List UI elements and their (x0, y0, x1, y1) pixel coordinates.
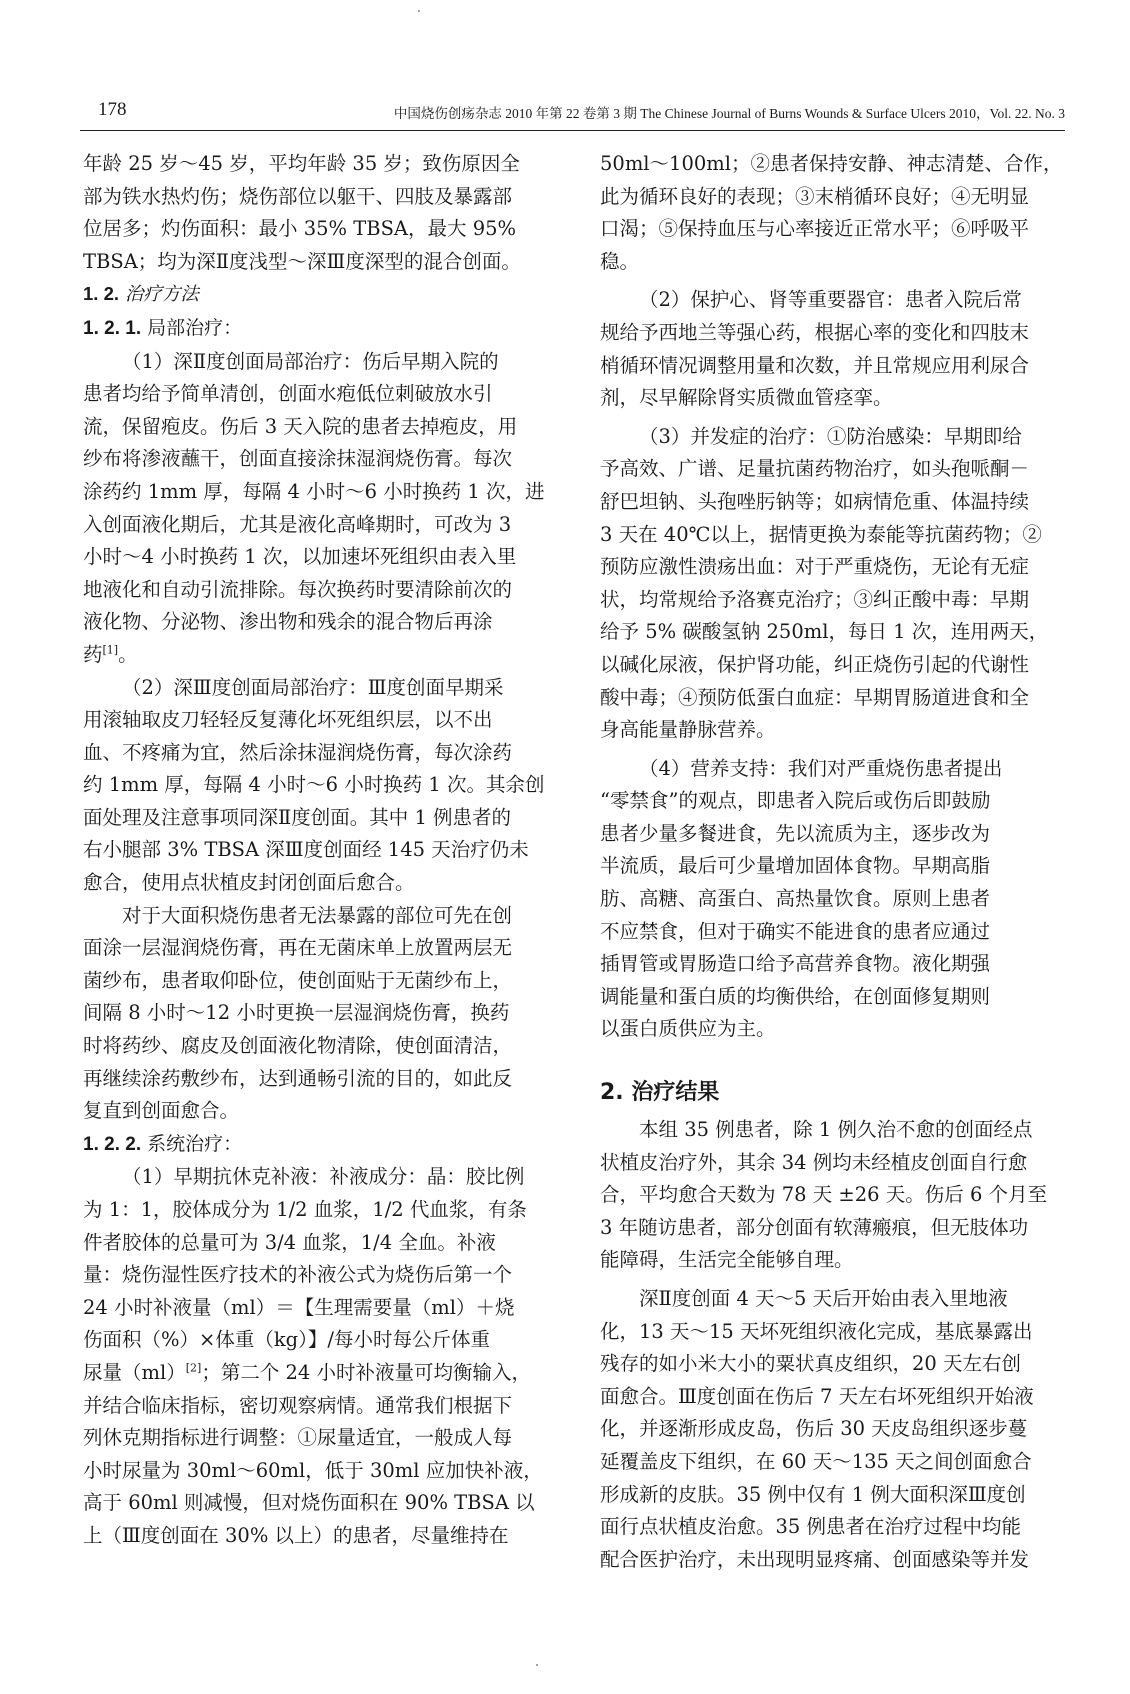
text-line: 此为循环良好的表现；③末梢循环良好；④无明显 (600, 184, 1030, 208)
text-line: 液化物、分泌物、渗出物和残余的混合物后再涂 (83, 610, 493, 634)
text-line: 纱布将渗液蘸干，创面直接涂抹湿润烧伤膏。每次 (83, 447, 513, 471)
text-line: 列休克期指标进行调整：①尿量适宜，一般成人每 (83, 1426, 513, 1450)
text-line: 涂药约 1mm 厚，每隔 4 小时～6 小时换药 1 次，进 (83, 479, 545, 503)
text-line: 50ml～100ml；②患者保持安静、神志清楚、合作， (600, 152, 1063, 175)
text-line: （1）早期抗休克补液：补液成分：晶：胶比例 (122, 1165, 525, 1189)
text-line: 身高能量静脉营养。 (600, 718, 776, 742)
section-number: 1. 2. (83, 283, 119, 305)
text-line: 稳。 (600, 249, 640, 273)
text-line: 本组 35 例患者，除 1 例久治不愈的创面经点 (639, 1118, 1033, 1142)
text-line: （2）深Ⅲ度创面局部治疗：Ⅲ度创面早期采 (122, 675, 504, 699)
paragraph-results-2 (600, 1283, 1072, 1576)
text-line: 血、不疼痛为宜，然后涂抹湿润烧伤膏，每次涂药 (83, 740, 513, 764)
section-heading-1-2-1 (83, 312, 555, 346)
text-line: 予高效、广谱、足量抗菌药物治疗，如头孢哌酮－ (600, 457, 1030, 481)
text-line: 化，并逐渐形成皮岛，伤后 30 天皮岛组织逐步蔓 (600, 1417, 1028, 1441)
text-line: 插胃管或胃肠造口给予高营养食物。液化期强 (600, 952, 991, 976)
text-line: 以蛋白质供应为主。 (600, 1017, 776, 1041)
text-line: 再继续涂药敷纱布，达到通畅引流的目的，如此反 (83, 1066, 513, 1090)
text-line: 用滚轴取皮刀轻轻反复薄化坏死组织层，以不出 (83, 708, 493, 732)
section-heading-1-2 (83, 278, 555, 312)
text-line: 能障碍，生活完全能够自理。 (600, 1248, 854, 1272)
text-line: 规给予西地兰等强心药，根据心率的变化和四肢末 (600, 320, 1030, 344)
scan-speck (418, 10, 420, 12)
page-header (80, 99, 1065, 129)
text-line: 流，保留疱皮。伤后 3 天入院的患者去掉疱皮，用 (83, 414, 518, 438)
text-line: 右小腿部 3% TBSA 深Ⅲ度创面经 145 天治疗仍未 (83, 838, 529, 862)
text-line: 以碱化尿液，保护肾功能，纠正烧伤引起的代谢性 (600, 652, 1030, 676)
text-line: （1）深Ⅱ度创面局部治疗：伤后早期入院的 (122, 349, 499, 373)
text-line: 状，均常规给予洛赛克治疗；③纠正酸中毒：早期 (600, 587, 1030, 611)
text-line: 面行点状植皮治愈。35 例患者在治疗过程中均能 (600, 1515, 1022, 1539)
text-line: 面愈合。Ⅲ度创面在伤后 7 天左右坏死组织开始液 (600, 1384, 1034, 1408)
text-line: 量：烧伤湿性医疗技术的补液公式为烧伤后第一个 (83, 1263, 513, 1287)
text-line: 患者均给予简单清创，创面水疱低位刺破放水引 (83, 382, 493, 406)
text-line: 件者胶体的总量可为 3/4 血浆，1/4 全血。补液 (83, 1230, 496, 1254)
text-line: 延覆盖皮下组织，在 60 天～135 天之间创面愈合 (600, 1449, 1032, 1473)
paragraph-local-treatment-1 (83, 346, 555, 672)
paragraph-systemic-3 (600, 421, 1072, 747)
text-line: 口渴；⑤保持血压与心率接近正常水平；⑥呼吸平 (600, 217, 1030, 241)
paragraph-systemic-4 (600, 753, 1072, 1046)
text-line: 伤面积（%）×体重（kg）】/每小时每公斤体重 (83, 1328, 490, 1352)
text-line: 小时尿量为 30ml～60ml，低于 30ml 应加快补液， (83, 1458, 543, 1482)
paragraph-line-with-ref: 尿量（ml）[2]；第二个 24 小时补液量可均衡输入， (83, 1360, 532, 1384)
paragraph-systemic-2 (600, 284, 1072, 414)
header-rule (80, 130, 1065, 131)
text-line: 给予 5% 碳酸氢钠 250ml，每日 1 次，连用两天， (600, 620, 1049, 644)
section-number: 1. 2. 1. (83, 317, 142, 339)
text-line: 不应禁食，但对于确实不能进食的患者应通过 (600, 919, 991, 943)
text-line: 部为铁水热灼伤；烧伤部位以躯干、四肢及暴露部 (83, 184, 513, 208)
text-line: 间隔 8 小时～12 小时更换一层湿润烧伤膏，换药 (83, 1001, 510, 1025)
running-head: 中国烧伤创疡杂志 2010 年第 22 卷第 3 期 The Chinese Journal of Burns Wounds & Surface Ulcers 2010，Vol. 22. No. 3 (393, 106, 1065, 121)
text-line: 梢循环情况调整用量和次数，并且常规应用利尿合 (600, 353, 1030, 377)
text-line: TBSA；均为深Ⅱ度浅型～深Ⅲ度深型的混合创面。 (83, 249, 521, 273)
text-line: 并结合临床指标，密切观察病情。通常我们根据下 (83, 1393, 513, 1417)
text-line: 24 小时补液量（ml）＝【生理需要量（ml）＋烧 (83, 1295, 515, 1319)
text-line: 3 年随访患者，部分创面有软薄瘢痕，但无肢体功 (600, 1215, 1029, 1239)
section-heading-2: 2. 治疗结果 (600, 1080, 720, 1106)
text-line: 状植皮治疗外，其余 34 例均未经植皮创面自行愈 (600, 1150, 1028, 1174)
text-line: 位居多；灼伤面积：最小 35% TBSA，最大 95% (83, 217, 517, 241)
text-line: 为 1：1，胶体成分为 1/2 血浆，1/2 代血浆，有条 (83, 1198, 527, 1221)
text-line: 形成新的皮肤。35 例中仅有 1 例大面积深Ⅲ度创 (600, 1482, 1026, 1506)
section-heading-1-2-2 (83, 1128, 555, 1162)
text-line: 化，13 天～15 天坏死组织液化完成，基底暴露出 (600, 1319, 1033, 1343)
text-line: （4）营养支持：我们对严重烧伤患者提出 (639, 756, 1003, 780)
text-line: （2）保护心、肾等重要器官：患者入院后常 (639, 288, 1022, 312)
text-line: 预防应激性溃疡出血：对于严重烧伤，无论有无症 (600, 555, 1030, 579)
text-line: 残存的如小米大小的粟状真皮组织，20 天左右创 (600, 1352, 1022, 1376)
text-line: 合，平均愈合天数为 78 天 ±26 天。伤后 6 个月至 (600, 1183, 1048, 1207)
text-line: 面处理及注意事项同深Ⅱ度创面。其中 1 例患者的 (83, 805, 512, 829)
text-line: 患者少量多餐进食，先以流质为主，逐步改为 (600, 821, 991, 845)
text-line: 配合医护治疗，未出现明显疼痛、创面感染等并发 (600, 1547, 1030, 1571)
text-line: 约 1mm 厚，每隔 4 小时～6 小时换药 1 次。其余创 (83, 773, 545, 797)
text-line: 剂，尽早解除肾实质微血管痉挛。 (600, 386, 893, 410)
text-line: 复直到创面愈合。 (83, 1099, 240, 1123)
text-line: 入创面液化期后，尤其是液化高峰期时，可改为 3 (83, 512, 512, 536)
paragraph-results-1 (600, 1114, 1072, 1277)
text-line: 深Ⅱ度创面 4 天～5 天后开始由表入里地液 (639, 1287, 1008, 1310)
text-line: 菌纱布，患者取仰卧位，使创面贴于无菌纱布上， (83, 968, 513, 992)
text-line: 愈合，使用点状植皮封闭创面后愈合。 (83, 871, 415, 895)
citation-ref: [1] (102, 643, 119, 657)
text-line: 半流质，最后可少量增加固体食物。早期高脂 (600, 854, 991, 878)
paragraph-intro (83, 148, 555, 278)
paragraph-large-area (83, 900, 555, 1128)
text-line: 3 天在 40℃以上，据情更换为泰能等抗菌药物；② (600, 522, 1042, 546)
section-title: 局部治疗： (147, 316, 243, 339)
paragraph-systemic-1 (83, 1161, 555, 1552)
text-line: 地液化和自动引流排除。每次换药时要清除前次的 (83, 577, 513, 601)
text-line: 舒巴坦钠、头孢唑肟钠等；如病情危重、体温持续 (600, 489, 1030, 513)
section-number: 1. 2. 2. (83, 1133, 142, 1155)
text-line: 小时～4 小时换药 1 次，以加速坏死组织由表入里 (83, 545, 517, 569)
paragraph-last-line: 药[1]。 (83, 642, 138, 666)
text-line: （3）并发症的治疗：①防治感染：早期即给 (639, 424, 1022, 448)
page-number: 178 (98, 99, 127, 120)
section-title: 治疗方法 (124, 284, 199, 306)
text-line: 肪、高糖、高蛋白、高热量饮食。原则上患者 (600, 887, 991, 911)
left-column (83, 148, 555, 1553)
text-line: 酸中毒；④预防低蛋白血症：早期胃肠道进食和全 (600, 685, 1030, 709)
text-line: 时将药纱、腐皮及创面液化物清除，使创面清洁， (83, 1034, 513, 1058)
right-column (600, 148, 1072, 1576)
text-line: 面涂一层湿润烧伤膏，再在无菌床单上放置两层无 (83, 936, 513, 960)
text-line: 调能量和蛋白质的均衡供给，在创面修复期则 (600, 984, 991, 1008)
paragraph-local-treatment-2 (83, 672, 555, 900)
text-line: 上（Ⅲ度创面在 30% 以上）的患者，尽量维持在 (83, 1523, 509, 1547)
text-line: 对于大面积烧伤患者无法暴露的部位可先在创 (122, 903, 513, 927)
paragraph-continued (600, 148, 1072, 278)
text-line: 年龄 25 岁～45 岁，平均年龄 35 岁；致伤原因全 (83, 152, 520, 175)
text-line: “零禁食”的观点，即患者入院后或伤后即鼓励 (600, 789, 991, 813)
citation-ref: [2] (185, 1361, 202, 1375)
text-line: 高于 60ml 则减慢，但对烧伤面积在 90% TBSA 以 (83, 1491, 535, 1515)
section-title: 系统治疗： (147, 1132, 243, 1155)
scan-speck (536, 1664, 538, 1666)
